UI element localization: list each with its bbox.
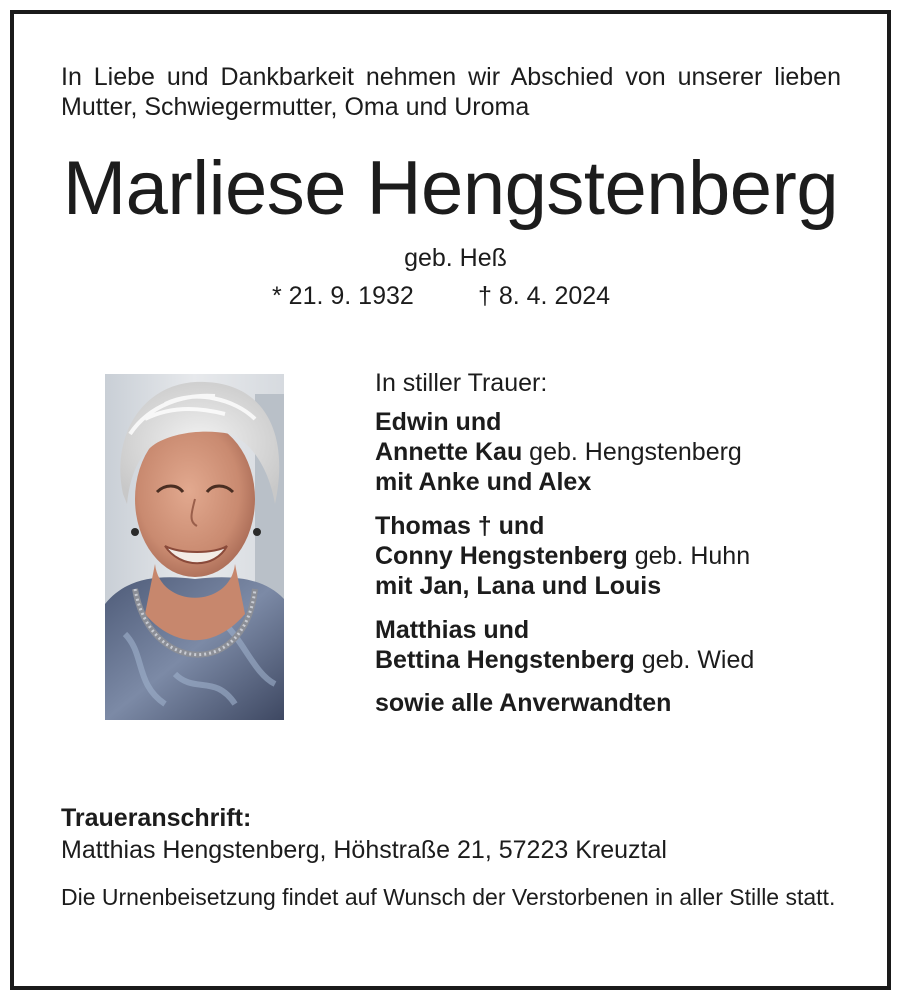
maiden-name: geb. Heß xyxy=(404,244,507,272)
mourner-children: mit Jan, Lana und Louis xyxy=(375,572,662,600)
mourner-line xyxy=(375,645,855,675)
mourner-group-2 xyxy=(375,511,855,601)
burial-notice: Die Urnenbeisetzung findet auf Wunsch der Verstorbenen in aller Stille statt. xyxy=(61,884,836,910)
mourners-heading: In stiller Trauer: xyxy=(375,369,548,397)
mourner-children: mit Anke und Alex xyxy=(375,468,592,496)
mourner-maiden: geb. Huhn xyxy=(627,542,751,570)
mourner-maiden: geb. Wied xyxy=(634,646,755,674)
deceased-name: Marliese Hengstenberg xyxy=(62,146,839,231)
mourner-name: Annette Kau xyxy=(375,438,523,466)
address-text: Matthias Hengstenberg, Höhstraße 21, 57223 Kreuztal xyxy=(61,836,667,864)
mourner-maiden: geb. Hengstenberg xyxy=(522,438,742,466)
mourner-name: Edwin und xyxy=(375,408,502,436)
mourner-group-1 xyxy=(375,407,855,497)
intro-text: In Liebe und Dankbarkeit nehmen wir Abschied von unserer lieben Mutter, Schwiegermutter, Oma und Uroma xyxy=(61,63,841,121)
mourner-name: Matthias und xyxy=(375,616,530,644)
address-heading: Traueranschrift: xyxy=(61,804,252,832)
mourner-name: Bettina Hengstenberg xyxy=(375,646,635,674)
mourners-list xyxy=(375,368,855,718)
mourner-group-3 xyxy=(375,615,855,675)
mourner-line xyxy=(375,437,855,467)
birth-date: * 21. 9. 1932 xyxy=(272,282,414,310)
other-relatives: sowie alle Anverwandten xyxy=(375,689,672,717)
portrait-photo xyxy=(105,374,284,720)
death-date: † 8. 4. 2024 xyxy=(478,282,611,310)
mourner-name: Conny Hengstenberg xyxy=(375,542,628,570)
mourner-name: Thomas † und xyxy=(375,512,545,540)
mourner-line xyxy=(375,541,855,571)
